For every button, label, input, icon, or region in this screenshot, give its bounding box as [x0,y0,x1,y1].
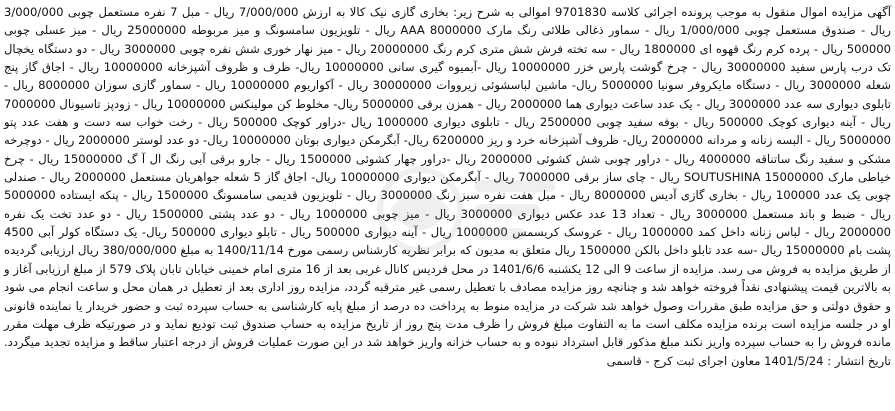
auction-notice-text: آگهی مزایده اموال منقول به موجب پرونده اجرائی کلاسه 9701830 اموالی به شرح زیر: بخاری گازی نیک کالا به ارزش 7/000/000 ریال - مبل 7 نفره مستعمل چوبی 3/000/000 ریال - صندوق مستعمل چوبی 1/000/000 ریال - سماور ذغالی طلائی رنگ مارک AAA 8000000 ریال - تلویزیون سامسونگ و میز مربوطه 25000000 ریال - میز عسلی چوبی 500000 ریال - پرده کرم رنگ قهوه ای 1800000 ریال - سه تخته فرش شش متری کرم رنگ 20000000 ریال - میز نهار خوری شش نفره چوبی 3000000 ریال - دو دستگاه یخچال تک درب پارس سفید 30000000 ریال - چرخ گوشت پارس خزر 10000000 ریال -آبمیوه گیری سانی 10000000 ریال- ظرف و ظروف آشپزخانه 10000000 ریال - اجاق گاز پنج شعله 3000000 ریال - دستگاه مایکروفر سونیا 5000000 ریال- ماشین لباسشوئی زیرووات 30000000 ریال - آکواریوم 10000000 ریال - سماور گازی سوزان 8000000 ریال - تابلوی دیواری سه عدد 3000000 ریال - یک عدد ساعت دیواری هما 2000000 ریال - همزن برقی 5000000 ریال- مخلوط کن مولینکس 10000000 ریال - زودپز تاسیونال 7000000 ریال - آینه دیواری کوچک 500000 ریال - بوفه سفید چوبی 2500000 ریال - تابلوی دیواری 1000000 ریال -دراور کوچک 500000 ریال - رخت خواب سه دست و هفت عدد پتو 5000000 ریال - البسه زنانه و مردانه 2000000 ریال- ظروف آشپزخانه خرد و ریز 6200000 ریال- آبگرمکن دیواری بوتان 10000000 ریال- دو عدد لوستر 2000000 ریال - دوچرخه مشکی و سفید رنگ ساتناقه 4000000 ریال - دراور چوبی شش کشوئی 2000000 ریال -دراور چهار کشوئی 1500000 ریال - جارو برقی آبی رنگ ال آ گ 15000000 ریال - چرخ خیاطی مارک SOUTUSHINA 15000000 ریال - چای ساز برقی 7000000 ریال - آبگرمکن دیواری 10000000 ریال- اجاق گاز 5 شعله جواهریان مستعمل 2000000 ریال - صندلی چوبی یک عدد 100000 ریال - بخاری گازی آدیس 8000000 ریال - مبل هفت نفره سبز رنگ 3000000 ریال - تلویزیون قدیمی سامسونگ 1500000 ریال - پنکه ایستاده 5000000 ریال - ضبط و باند مستعمل 3000000 ریال - تعداد 13 عدد عکس دیواری 3000000 ریال - میز چوبی 1000000 ریال - دو عدد پشتی 1500000 ریال - دو عدد تخت یک نفره 2000000 ریال - لباس زنانه داخل کمد 1000000 ریال - عروسک کریسمس 1000000 ریال - آینه دیواری 500000 ریال - تابلو دیواری 500000 ریال- یک دستگاه کولر آبی 4500 پشت بام 15000000 ریال -سه عدد تابلو داخل بالکن 1500000 ریال متعلق به مدیون که برابر نظریه کارشناس رسمی مورخ 1400/11/14 به مبلغ 380/000/000 ریال ارزیابی گردیده از طریق مزایده به فروش می رسد. مزایده از ساعت 9 الی 12 یکشنبه 1401/6/6 در محل فردیس کانال غربی بعد از 16 متری امام خمینی خیابان تابان پلاک 579 از مبلغ ارزیابی آغاز و به بالاترین قیمت پیشنهادی نقداً فروخته خواهد شد و چنانچه روز مزایده مصادف با تعطیل رسمی غیر مترقبه گردد، مزایده روز اداری بعد از تعطیل در همان محل و ساعت انجام می شود و حقوق دولتی و حق مزایده طبق مقررات وصول خواهد شد شرکت در مزایده منوط به پرداخت ده درصد از مبلغ پایه کارشناسی به حساب سپرده ثبت و حضور خریدار یا نماینده قانونی او در جلسه مزایده است برنده مزایده مکلف است ما به التفاوت مبلغ فروش را ظرف مدت پنج روز از تاریخ مزایده به حساب صندوق ثبت تودیع نماید و در صورتیکه ظرف مهلت مقرر مانده فروش را به حساب سپرده واریز نکند مبلغ مذکور قابل استرداد نبوده و به حساب خزانه واریز خواهد شد در این صورت عملیات فروش از درجه اعتبار ساقط و مزایده تجدید میگردد. تاریخ انتشار : 1401/5/24 معاون اجرای ثبت کرج - قاسمی [4,5,892,368]
